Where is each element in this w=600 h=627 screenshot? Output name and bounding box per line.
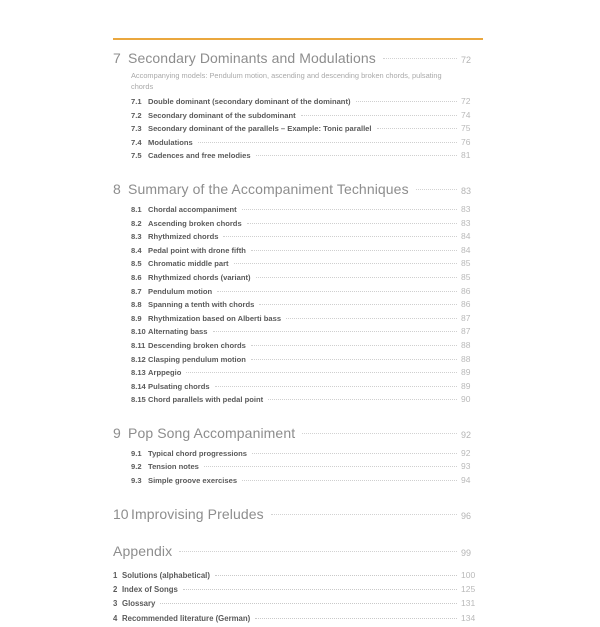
toc-chapter-row[interactable] [113,506,487,526]
section-page-number: 81 [461,150,471,161]
dot-leader [247,222,457,224]
section-page-number: 89 [461,367,471,378]
section-number: 8.11 [131,340,146,350]
dot-leader [255,617,457,619]
toc-section-row[interactable] [113,123,487,137]
section-number: 8.7 [131,286,142,296]
section-number: 7.1 [131,97,142,106]
section-page-number: 92 [461,447,471,458]
appendix-entry-number: 1 [113,570,118,580]
accent-rule [113,38,483,40]
toc-section-row[interactable] [113,204,487,218]
dot-leader [268,398,457,400]
section-page-number: 93 [461,461,471,472]
appendix-entry-title: Index of Songs [122,585,178,595]
appendix-entry-title: Glossary [122,599,156,609]
toc-section-row[interactable] [113,354,487,368]
section-page-number: 84 [461,244,471,255]
section-page-number: 72 [461,96,471,106]
section-page-number: 88 [461,353,471,364]
section-number: 7.4 [131,137,142,147]
section-number: 7.3 [131,124,142,134]
chapter-description: Accompanying models: Pendulum motion, ascending and descending broken chords, pulsating chords [131,71,442,91]
toc-section-row[interactable] [113,231,487,245]
section-number: 8.6 [131,272,142,282]
dot-leader [252,452,457,454]
appendix-entry-number: 4 [113,613,118,623]
dot-leader [256,276,457,278]
section-title: Tension notes [148,462,199,472]
appendix-entry-title: Recommended literature (German) [122,613,251,623]
dot-leader [259,303,457,305]
toc-appendix-entry-row[interactable] [113,584,487,598]
section-title: Chromatic middle part [148,259,229,269]
chapter-number: 10 [113,505,129,522]
section-page-number: 94 [461,475,471,486]
section-number: 9.2 [131,462,142,472]
section-title: Simple groove exercises [148,476,238,486]
section-number: 8.2 [131,218,142,228]
section-number: 8.14 [131,381,146,391]
section-title: Arppegio [148,368,182,378]
dot-leader [286,317,457,319]
toc-section-row[interactable] [113,218,487,232]
section-title: Clasping pendulum motion [148,354,246,364]
toc-chapter-row[interactable] [113,181,487,201]
toc-section-row[interactable] [113,245,487,259]
section-title: Double dominant (secondary dominant of the dominant) [148,97,351,106]
chapter-title: Pop Song Accompaniment [128,424,296,441]
toc-chapter-row[interactable] [113,425,487,445]
toc-section-row[interactable] [113,110,487,124]
section-title: Rhythmized chords [148,232,219,242]
section-title: Alternating bass [148,327,208,337]
appendix-entry-number: 3 [113,599,118,609]
dot-leader [383,57,457,59]
section-page-number: 85 [461,258,471,269]
dot-leader [160,602,457,604]
toc-list [113,50,487,627]
toc-section-row[interactable] [113,96,487,110]
section-number: 8.8 [131,300,142,310]
appendix-title: Appendix [113,542,173,559]
section-title: Secondary dominant of the subdominant [148,110,296,120]
dot-leader [251,344,457,346]
dot-leader [213,330,458,332]
section-page-number: 86 [461,299,471,310]
section-number: 9.3 [131,476,142,486]
chapter-title: Improvising Preludes [131,505,264,522]
toc-section-row[interactable] [113,340,487,354]
section-page-number: 86 [461,285,471,296]
toc-section-row[interactable] [113,475,487,489]
section-number: 9.1 [131,448,142,458]
dot-leader [234,262,457,264]
section-page-number: 88 [461,339,471,350]
toc-section-row[interactable] [113,150,487,164]
section-page-number: 90 [461,394,471,405]
section-page-number: 76 [461,136,471,147]
dot-leader [256,154,457,156]
spacer [113,164,487,181]
spacer [113,526,487,543]
dot-leader [186,371,457,373]
dot-leader [204,465,457,467]
section-title: Modulations [148,137,193,147]
dot-leader [183,588,457,590]
toc-section-row[interactable] [113,272,487,286]
toc-section-row[interactable] [113,394,487,408]
section-number: 8.5 [131,259,142,269]
chapter-number: 8 [113,180,121,197]
dot-leader [356,100,458,102]
dot-leader [251,249,457,251]
section-number: 8.3 [131,232,142,242]
section-number: 8.12 [131,354,146,364]
toc-section-row[interactable] [113,381,487,395]
section-title: Ascending broken chords [148,218,242,228]
section-number: 8.1 [131,204,142,214]
appendix-page-number: 99 [461,547,472,558]
section-title: Spanning a tenth with chords [148,300,255,310]
dot-leader [271,513,457,515]
section-number: 7.2 [131,110,142,120]
dot-leader [251,358,457,360]
section-page-number: 85 [461,271,471,282]
toc-section-row[interactable] [113,258,487,272]
section-number: 8.15 [131,395,146,405]
dot-leader [215,385,457,387]
appendix-entry-page-number: 125 [461,584,476,595]
section-page-number: 83 [461,203,471,214]
dot-leader [179,550,457,552]
section-title: Pulsating chords [148,381,210,391]
section-title: Descending broken chords [148,340,246,350]
section-number: 8.9 [131,313,142,323]
dot-leader [215,574,457,576]
section-number: 8.13 [131,368,146,378]
dot-leader [416,188,457,190]
toc-section-row[interactable] [113,326,487,340]
chapter-title: Summary of the Accompaniment Techniques [128,180,409,197]
section-page-number: 75 [461,123,471,134]
section-title: Typical chord progressions [148,448,248,458]
appendix-entry-page-number: 134 [461,612,476,623]
dot-leader [217,290,457,292]
toc-section-row[interactable] [113,313,487,327]
section-title: Chord parallels with pedal point [148,395,264,405]
toc-appendix-entry-row[interactable] [113,613,487,627]
section-page-number: 87 [461,312,471,323]
chapter-page-number: 96 [461,510,472,521]
toc-appendix-entry-row[interactable] [113,598,487,612]
chapter-title: Secondary Dominants and Modulations [128,50,376,66]
chapter-number: 7 [113,50,121,66]
toc-section-row[interactable] [113,367,487,381]
toc-section-row[interactable] [113,461,487,475]
dot-leader [302,432,457,434]
dot-leader [223,235,457,237]
appendix-entry-title: Solutions (alphabetical) [122,570,210,580]
chapter-page-number: 83 [461,185,472,196]
dot-leader [377,127,457,129]
appendix-entry-page-number: 131 [461,598,476,609]
section-page-number: 84 [461,231,471,242]
section-title: Rhythmization based on Alberti bass [148,313,282,323]
section-number: 7.5 [131,151,142,161]
dot-leader [301,114,457,116]
toc-section-row[interactable] [113,448,487,462]
spacer [113,489,487,506]
section-page-number: 83 [461,217,471,228]
toc-appendix-row[interactable] [113,543,487,563]
section-title: Rhythmized chords (variant) [148,272,251,282]
section-title: Chordal accompaniment [148,204,237,214]
section-page-number: 89 [461,380,471,391]
section-title: Pedal point with drone fifth [148,245,246,255]
section-number: 8.10 [131,327,146,337]
dot-leader [242,479,457,481]
appendix-entry-number: 2 [113,585,118,595]
section-title: Cadences and free melodies [148,151,251,161]
toc-chapter-row[interactable] [113,50,487,70]
chapter-page-number: 72 [461,55,472,65]
spacer [113,563,487,570]
toc-section-row[interactable] [113,299,487,313]
section-number: 8.4 [131,245,142,255]
toc-section-row[interactable] [113,286,487,300]
toc-section-row[interactable] [113,137,487,151]
chapter-number: 9 [113,424,121,441]
appendix-entry-page-number: 100 [461,569,476,580]
spacer [113,408,487,425]
dot-leader [198,141,457,143]
toc-appendix-entry-row[interactable] [113,570,487,584]
section-title: Secondary dominant of the parallels – Example: Tonic parallel [148,124,372,134]
section-page-number: 74 [461,109,471,120]
section-page-number: 87 [461,326,471,337]
dot-leader [242,208,457,210]
section-title: Pendulum motion [148,286,213,296]
chapter-page-number: 92 [461,429,472,440]
